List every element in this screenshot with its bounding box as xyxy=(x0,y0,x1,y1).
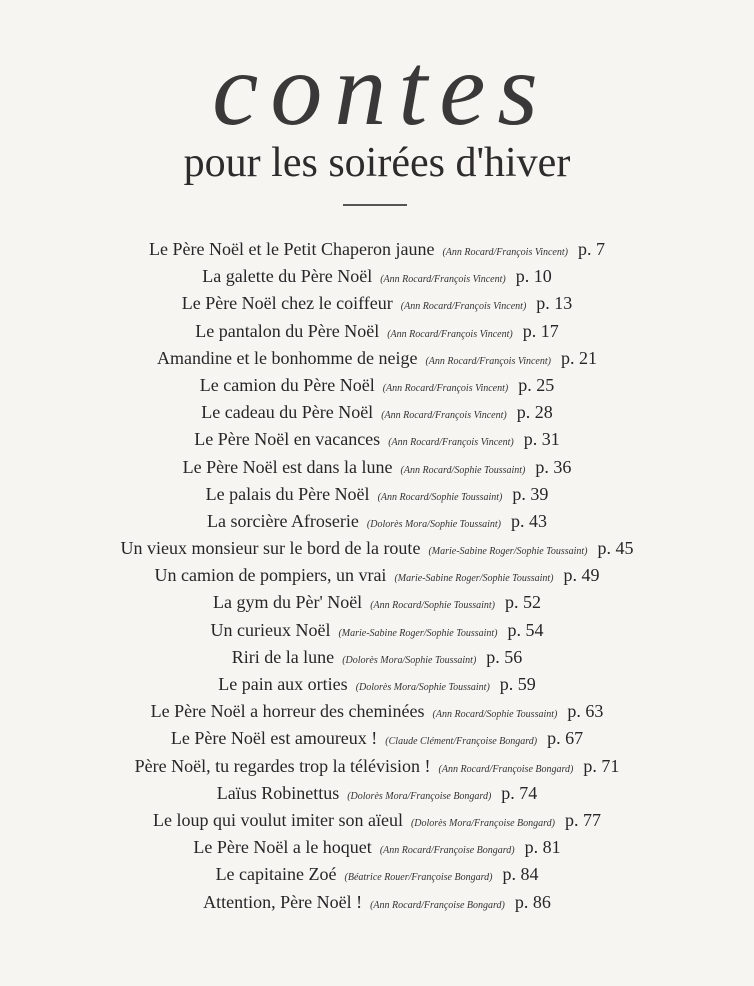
toc-entry-title: Le Père Noël en vacances xyxy=(194,429,381,450)
toc-entry-page: p. 77 xyxy=(565,809,602,830)
toc-entry-page: p. 56 xyxy=(486,646,523,667)
toc-entry xyxy=(0,266,754,293)
toc-entry-authors: (Claude Clément/Françoise Bongard) xyxy=(385,736,538,748)
toc-entry-page: p. 49 xyxy=(563,565,600,586)
toc-entry-authors: (Marie-Sabine Roger/Sophie Toussaint) xyxy=(428,546,588,558)
toc-entry xyxy=(0,239,754,266)
toc-entry-title: La galette du Père Noël xyxy=(202,266,373,287)
toc-entry-title: Le Père Noël a horreur des cheminées xyxy=(150,701,425,722)
toc-entry-page: p. 86 xyxy=(514,891,551,912)
toc-entry xyxy=(0,402,754,429)
toc-entry-authors: (Dolorès Mora/Françoise Bongard) xyxy=(410,817,556,829)
page-title: contes xyxy=(212,32,550,147)
toc-entry-page: p. 31 xyxy=(523,429,560,450)
toc-entry-page: p. 43 xyxy=(511,510,547,531)
toc-entry-title: Un vieux monsieur sur le bord de la route xyxy=(120,538,421,559)
toc-entry xyxy=(0,837,754,864)
toc-entry-authors: (Dolorès Mora/Sophie Toussaint) xyxy=(366,518,501,530)
toc-entry-page: p. 7 xyxy=(577,239,605,259)
toc-entry-title: Le cadeau du Père Noël xyxy=(201,402,374,423)
toc-entry-authors: (Dolorès Mora/Sophie Toussaint) xyxy=(355,682,490,693)
toc-entry-authors: (Dolorès Mora/Sophie Toussaint) xyxy=(342,654,477,666)
toc-entry xyxy=(0,756,754,783)
toc-entry-title: Le capitaine Zoé xyxy=(215,864,337,885)
toc-entry-authors: (Ann Rocard/Françoise Bongard) xyxy=(370,899,505,911)
toc-entry-authors: (Ann Rocard/Françoise Bongard) xyxy=(379,845,515,857)
toc-entry-title: Le camion du Père Noël xyxy=(199,374,375,395)
toc-entry-page: p. 21 xyxy=(560,347,597,368)
toc-entry-title: Laïus Robinettus xyxy=(216,782,340,803)
toc-entry xyxy=(0,674,754,701)
toc-entry-title: Riri de la lune xyxy=(231,646,335,667)
toc-entry-authors: (Marie-Sabine Roger/Sophie Toussaint) xyxy=(338,627,498,639)
toc-entry xyxy=(0,592,754,619)
toc-entry xyxy=(0,457,754,484)
toc-entry xyxy=(0,321,754,348)
toc-entry-page: p. 52 xyxy=(505,592,542,613)
toc-entry-page: p. 63 xyxy=(567,701,604,722)
toc-entry-page: p. 36 xyxy=(535,456,572,477)
toc-entry-authors: (Ann Rocard/François Vincent) xyxy=(387,328,513,340)
toc-entry-title: Le pantalon du Père Noël xyxy=(195,320,380,341)
toc-entry-authors: (Ann Rocard/François Vincent) xyxy=(425,355,551,367)
toc-entry-title: Le Père Noël a le hoquet xyxy=(193,837,372,858)
toc-entry-authors: (Ann Rocard/François Vincent) xyxy=(380,274,506,286)
toc-entry-authors: (Ann Rocard/Sophie Toussaint) xyxy=(400,464,526,476)
toc-entry-title: La gym du Pèr' Noël xyxy=(212,592,363,613)
toc-entry xyxy=(0,892,754,919)
toc-entry xyxy=(0,293,754,320)
toc-entry-title: Amandine et le bonhomme de neige xyxy=(157,347,418,368)
toc-entry xyxy=(0,728,754,755)
page-subtitle: pour les soirées d'hiver xyxy=(183,140,571,186)
toc-entry-title: La sorcière Afroserie xyxy=(206,510,359,531)
toc-entry xyxy=(0,565,754,592)
toc-entry-title: Attention, Père Noël ! xyxy=(203,891,363,912)
toc-entry xyxy=(0,783,754,810)
toc-entry xyxy=(0,864,754,891)
toc-entry-page: p. 13 xyxy=(536,293,573,314)
toc-entry-page: p. 71 xyxy=(583,755,620,776)
toc-entry-title: Le Père Noël est dans la lune xyxy=(182,456,393,477)
toc-entry-authors: (Ann Rocard/Sophie Toussaint) xyxy=(432,709,558,721)
toc-entry-authors: (Ann Rocard/François Vincent) xyxy=(381,410,507,422)
toc-entry-authors: (Béatrice Rouer/Françoise Bongard) xyxy=(344,872,493,884)
toc-entry-page: p. 28 xyxy=(516,402,553,423)
toc-entry-title: Un curieux Noël xyxy=(210,619,331,640)
table-of-contents xyxy=(0,239,754,919)
toc-entry xyxy=(0,375,754,402)
toc-entry-page: p. 84 xyxy=(502,864,539,885)
toc-entry-authors: (Dolorès Mora/Françoise Bongard) xyxy=(347,790,492,802)
toc-entry-authors: (Ann Rocard/Sophie Toussaint) xyxy=(370,600,496,612)
toc-entry-authors: (Ann Rocard/Sophie Toussaint) xyxy=(377,491,503,503)
toc-entry-title: Père Noël, tu regardes trop la télévision ! xyxy=(134,755,431,776)
toc-entry xyxy=(0,538,754,565)
toc-entry-title: Le loup qui voulut imiter son aïeul xyxy=(152,809,403,830)
toc-entry-page: p. 59 xyxy=(499,674,536,694)
toc-entry-authors: (Ann Rocard/François Vincent) xyxy=(388,437,514,449)
toc-entry-title: Le palais du Père Noël xyxy=(205,483,370,504)
toc-entry xyxy=(0,810,754,837)
toc-entry-authors: (Ann Rocard/François Vincent) xyxy=(442,247,568,258)
toc-entry xyxy=(0,511,754,538)
toc-entry-title: Le Père Noël est amoureux ! xyxy=(170,728,378,749)
toc-entry-page: p. 10 xyxy=(515,266,552,287)
toc-entry-page: p. 39 xyxy=(512,483,549,504)
toc-entry-authors: (Marie-Sabine Roger/Sophie Toussaint) xyxy=(394,573,554,585)
toc-entry-title: Le Père Noël chez le coiffeur xyxy=(181,293,393,314)
toc-entry-title: Le pain aux orties xyxy=(218,674,348,694)
toc-entry xyxy=(0,647,754,674)
toc-entry xyxy=(0,701,754,728)
toc-entry xyxy=(0,429,754,456)
toc-entry-page: p. 81 xyxy=(524,837,561,858)
toc-entry-authors: (Ann Rocard/François Vincent) xyxy=(382,382,509,394)
toc-entry xyxy=(0,484,754,511)
toc-entry xyxy=(0,620,754,647)
toc-entry-page: p. 74 xyxy=(501,782,538,803)
toc-entry-page: p. 54 xyxy=(507,619,544,640)
toc-entry-title: Le Père Noël et le Petit Chaperon jaune xyxy=(149,239,435,259)
toc-entry xyxy=(0,348,754,375)
toc-entry-authors: (Ann Rocard/François Vincent) xyxy=(400,301,527,313)
toc-entry-page: p. 67 xyxy=(547,728,584,749)
toc-entry-title: Un camion de pompiers, un vrai xyxy=(154,565,387,586)
toc-entry-page: p. 17 xyxy=(522,320,559,341)
toc-entry-page: p. 45 xyxy=(597,538,634,559)
toc-entry-page: p. 25 xyxy=(518,374,555,395)
toc-entry-authors: (Ann Rocard/Françoise Bongard) xyxy=(438,763,574,775)
title-divider xyxy=(343,204,407,206)
